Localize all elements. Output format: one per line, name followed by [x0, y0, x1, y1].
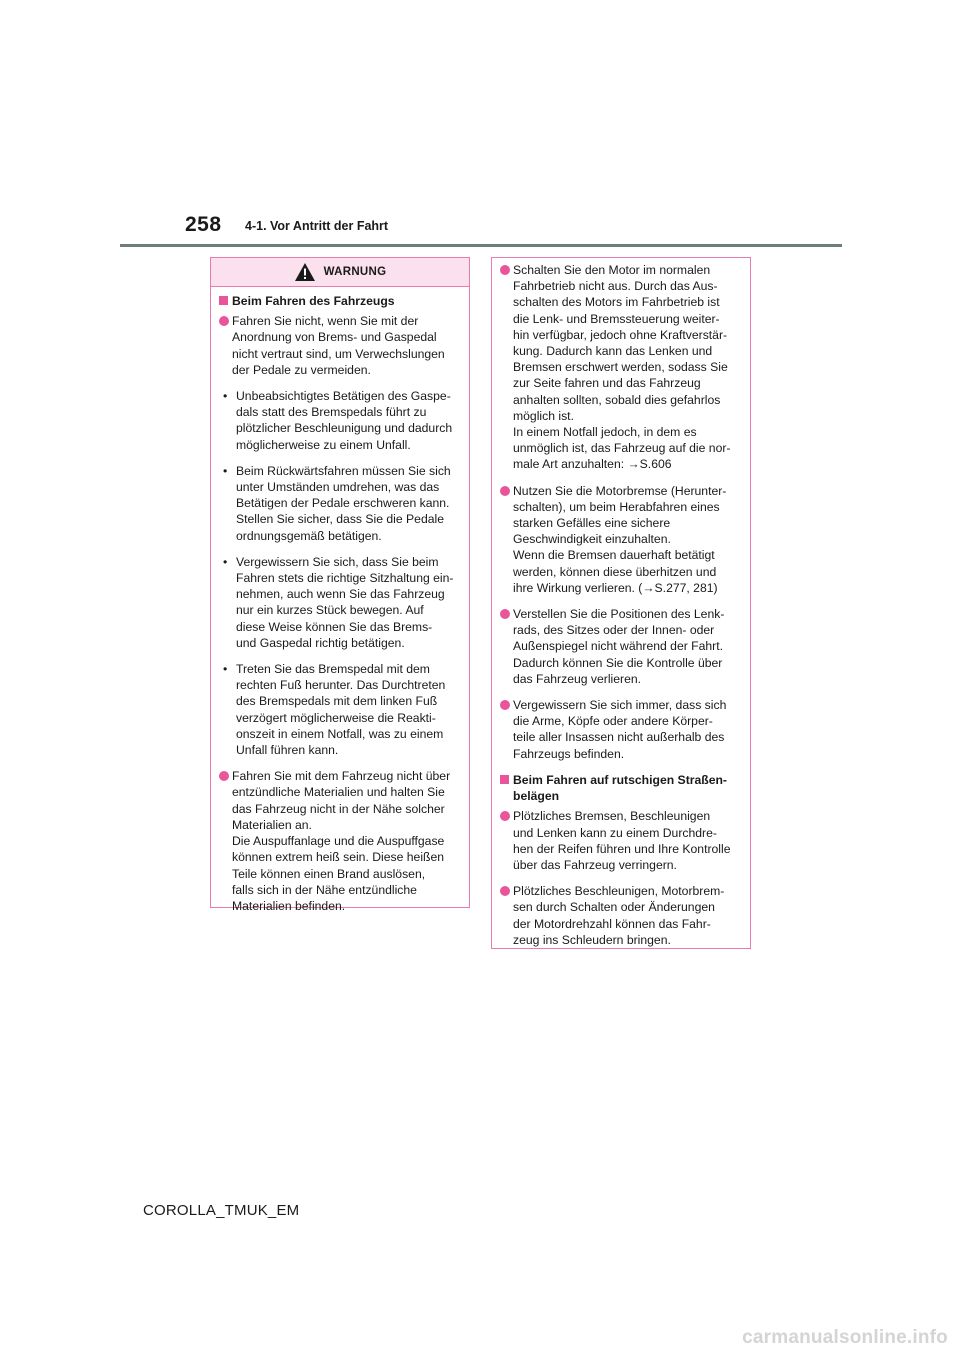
list-item-text: Verstellen Sie die Positionen des Lenk- rads, des Sitzes oder der Innen- oder Außenspiegel nicht während der Fahrt. Dadurch können Sie die Kontrolle über das Fahrzeug verlieren. [513, 607, 725, 686]
warning-box-right [491, 257, 751, 949]
warning-box-left [210, 257, 470, 913]
list-item-text: Plötzliches Beschleunigen, Motorbrem- sen durch Schalten oder Änderungen der Motordrehzahl können das Fahr- zeug ins Schleudern bringen. [513, 884, 725, 947]
warning-label: WARNUNG [323, 266, 387, 278]
subheading-item [219, 293, 461, 309]
circle-marker-icon [500, 265, 510, 275]
list-item-text: Vergewissern Sie sich, dass Sie beim Fahren stets die richtige Sitzhaltung ein- nehmen, auch wenn Sie das Fahrzeug nur ein kurzes Stück bewegen. Auf diese Weise können Sie das Brems- und Gaspedal richtig betätigen. [236, 554, 454, 650]
circle-marker-icon [500, 609, 510, 619]
list-item-text: Plötzliches Bremsen, Beschleunigen und Lenken kann zu einem Durchdre- hen der Reifen führen und Ihre Kontrolle über das Fahrzeug verringern. [513, 809, 731, 872]
list-item [500, 483, 742, 596]
list-item [219, 313, 461, 378]
list-item-text: Schalten Sie den Motor im normalen Fahrbetrieb nicht aus. Durch das Aus- schalten des Motors im Fahrbetrieb ist die Lenk- und Bremssteuerung weiter- hin verfügbar, jedoch ohne Kraftverstär- kung. Dadurch kann das Lenken und Bremsen erschwert werden, sodass Sie zur Seite fahren und das Fahrzeug anhalten sollten, sobald dies gefahrlos möglich ist. In einem Notfall jedoch, in dem es unmöglich ist, das Fahrzeug auf die nor- male Art anzuhalten: →S.606 [513, 263, 731, 472]
bullet-dot-icon: • [223, 662, 228, 677]
page-header [0, 0, 960, 260]
list-item-text: Treten Sie das Bremspedal mit dem rechten Fuß herunter. Das Durchtreten des Bremspedals mit dem linken Fuß verzögert möglicherweise die Reakti- onszeit in einem Notfall, was zu einem Unfall führen kann. [236, 662, 446, 758]
square-marker-icon [500, 775, 509, 784]
warning-content-right [492, 258, 750, 948]
section-title: 4-1. Vor Antritt der Fahrt [245, 219, 389, 233]
sub-bullet-item [219, 554, 461, 651]
list-item [500, 697, 742, 762]
list-item [500, 883, 742, 948]
circle-marker-icon [500, 486, 510, 496]
circle-marker-icon [219, 771, 229, 781]
bullet-dot-icon: • [223, 554, 228, 569]
bullet-dot-icon: • [223, 463, 228, 478]
list-item-text: Beim Fahren auf rutschigen Straßen- belägen [513, 772, 727, 804]
sub-bullet-item [219, 661, 461, 758]
sub-bullet-item [219, 388, 461, 453]
warning-content-left [211, 287, 469, 914]
watermark: carmanualsonline.info [742, 1327, 948, 1348]
list-item [500, 262, 742, 473]
list-item [219, 768, 461, 914]
sub-bullet-item [219, 463, 461, 544]
list-item-text: Beim Fahren des Fahrzeugs [232, 294, 395, 308]
list-item-text: Beim Rückwärtsfahren müssen Sie sich unter Umständen umdrehen, was das Betätigen der Pedale erschweren kann. Stellen Sie sicher, dass Sie die Pedale ordnungsgemäß betätigen. [236, 463, 451, 543]
circle-marker-icon [500, 811, 510, 821]
circle-marker-icon [500, 700, 510, 710]
circle-marker-icon [500, 886, 510, 896]
circle-marker-icon [219, 316, 229, 326]
list-item-text: Unbeabsichtigtes Betätigen des Gaspe- dals statt des Bremspedals führt zu plötzlicher Beschleunigung und dadurch möglicherweise zu einem Unfall. [236, 389, 453, 452]
list-item-text: Fahren Sie mit dem Fahrzeug nicht über entzündliche Materialien und halten Sie das Fahrzeug nicht in der Nähe solcher Materialien an. Die Auspuffanlage und die Auspuffgase können extrem heiß sein. Diese heißen Teile können einen Brand auslösen, falls sich in der Nähe entzündliche Materialien befinden. [232, 769, 451, 913]
footer-doc-code: COROLLA_TMUK_EM [143, 1202, 300, 1219]
list-item [500, 606, 742, 687]
warning-header [211, 258, 469, 287]
subheading-item [500, 772, 742, 804]
square-marker-icon [219, 296, 228, 305]
bullet-dot-icon: • [223, 389, 228, 404]
warning-triangle-icon [294, 262, 316, 282]
list-item [500, 808, 742, 873]
list-item-text: Vergewissern Sie sich immer, dass sich die Arme, Köpfe oder andere Körper- teile aller Insassen nicht außerhalb des Fahrzeugs befinden. [513, 698, 727, 761]
list-item-text: Fahren Sie nicht, wenn Sie mit der Anordnung von Brems- und Gaspedal nicht vertraut sind, um Verwechslungen der Pedale zu vermeiden. [232, 314, 445, 377]
page-number: 258 [185, 213, 222, 236]
header-divider [120, 244, 842, 247]
list-item-text: Nutzen Sie die Motorbremse (Herunter- schalten), um beim Herabfahren eines starken Gefälles eine sichere Geschwindigkeit einzuhalten. Wenn die Bremsen dauerhaft betätigt werden, können diese überhitzen und ihre Wirkung verlieren. (→S.277, 281) [513, 483, 727, 595]
